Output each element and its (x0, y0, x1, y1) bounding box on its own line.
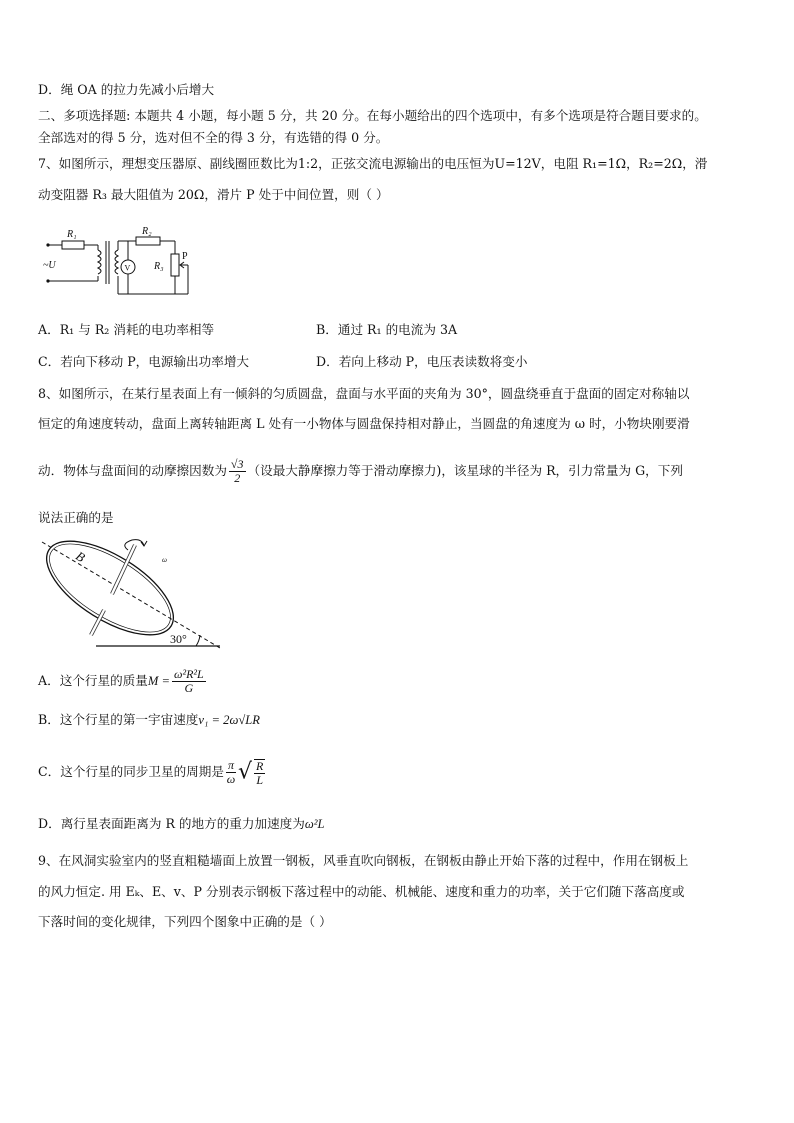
q8-omega-label: ω (162, 556, 167, 564)
q8-disk-figure (38, 536, 228, 654)
q7-r3-label: R₃ (154, 261, 164, 272)
q8-option-c-text: C．这个行星的同步卫星的周期是 (38, 764, 224, 779)
q8-option-c-numerator: π (227, 758, 234, 772)
q7-stem-line2: 动变阻器 R₃ 最大阻值为 20Ω，滑片 P 处于中间位置，则（ ） (38, 187, 389, 202)
q8-stem-line3-b: （设最大静摩擦力等于滑动摩擦力)，该星球的半径为 R，引力常量为 G，下列 (247, 463, 683, 478)
q8-mu-denominator: 2 (234, 471, 241, 485)
q7-circuit-figure (40, 224, 200, 298)
prev-option-d: D．绳 OA 的拉力先减小后增大 (38, 82, 215, 97)
q8-option-a-lhs: M = (147, 674, 170, 688)
q7-source-label: ~U (43, 260, 56, 271)
section2-intro-line1: 二、多项选择题: 本题共 4 小题，每小题 5 分，共 20 分。在每小题给出的四个选项中，有多个选项是符合题目要求的。 (38, 108, 707, 123)
q8-stem-line3 (38, 453, 683, 489)
q8-option-a-numerator: ω²R²L (174, 667, 204, 681)
q7-r2-label: R₂ (142, 226, 152, 237)
q8-option-c-sqrt-sign: √ (237, 759, 252, 785)
q8-mu-fraction (229, 458, 246, 485)
q7-voltmeter-label: V (124, 263, 131, 273)
q8-option-c-denominator: ω (226, 772, 236, 786)
q8-disk-label: B (73, 548, 88, 565)
q8-option-c (38, 754, 267, 791)
q7-option-d: D．若向上移动 P，电压表读数将变小 (316, 354, 528, 369)
q9-stem-line1: 9、在风洞实验室内的竖直粗糙墙面上放置一钢板，风垂直吹向钢板，在钢板由静止开始下落的过程中，作用在钢板上 (38, 853, 689, 868)
q7-option-b: B．通过 R₁ 的电流为 3A (316, 322, 458, 337)
q8-option-c-root-fraction (254, 759, 265, 787)
q9-stem-line3: 下落时间的变化规律，下列四个图象中正确的是（ ） (38, 914, 332, 929)
q8-option-c-fraction (226, 759, 236, 786)
q8-option-b-text: B．这个行星的第一宇宙速度 (38, 712, 199, 727)
q8-stem-line2: 恒定的角速度转动，盘面上离转轴距离 L 处有一小物体与圆盘保持相对静止，当圆盘的角速度为 ω 时，小物块刚要滑 (38, 416, 690, 431)
q8-option-d (38, 816, 325, 832)
q8-stem-line4: 说法正确的是 (38, 510, 114, 525)
q7-stem-line1: 7、如图所示，理想变压器原、副线圈匝数比为1:2，正弦交流电源输出的电压恒为U=12V，电阻 R₁=1Ω，R₂=2Ω，滑 (38, 156, 708, 171)
q8-option-a-text: A．这个行星的质量 (38, 673, 148, 688)
q8-option-b-math: v₁ = 2ω√LR (198, 713, 260, 727)
q7-slider-label: P (182, 251, 188, 262)
q9-stem-line2: 的风力恒定. 用 Eₖ、E、v、P 分别表示钢板下落过程中的动能、机械能、速度和重力的功率，关于它们随下落高度或 (38, 884, 685, 899)
q8-angle-label: 30° (170, 632, 187, 646)
q8-option-d-math: ω²L (304, 817, 325, 831)
section2-intro-line2: 全部选对的得 5 分，选对但不全的得 3 分，有选错的得 0 分。 (38, 130, 389, 145)
q8-stem-line1: 8、如图所示，在某行星表面上有一倾斜的匀质圆盘，盘面与水平面的夹角为 30°，圆盘绕垂直于盘面的固定对称轴以 (38, 386, 690, 401)
q7-r1-label: R₁ (67, 229, 77, 240)
q8-option-a-denominator: G (184, 681, 194, 695)
q8-option-a (38, 664, 208, 698)
q8-option-d-text: D．离行星表面距离为 R 的地方的重力加速度为 (38, 816, 305, 831)
q7-option-a: A．R₁ 与 R₂ 消耗的电功率相等 (38, 322, 215, 337)
q8-option-c-root-denominator: L (256, 772, 264, 787)
q8-option-b (38, 712, 260, 728)
q8-mu-numerator: √3 (230, 457, 244, 471)
q8-option-c-root-numerator: R (256, 758, 264, 773)
q8-option-a-fraction (172, 668, 206, 695)
q8-stem-line3-a: 动．物体与盘面间的动摩擦因数为 (38, 463, 227, 478)
q7-option-c: C．若向下移动 P，电源输出功率增大 (38, 354, 250, 369)
